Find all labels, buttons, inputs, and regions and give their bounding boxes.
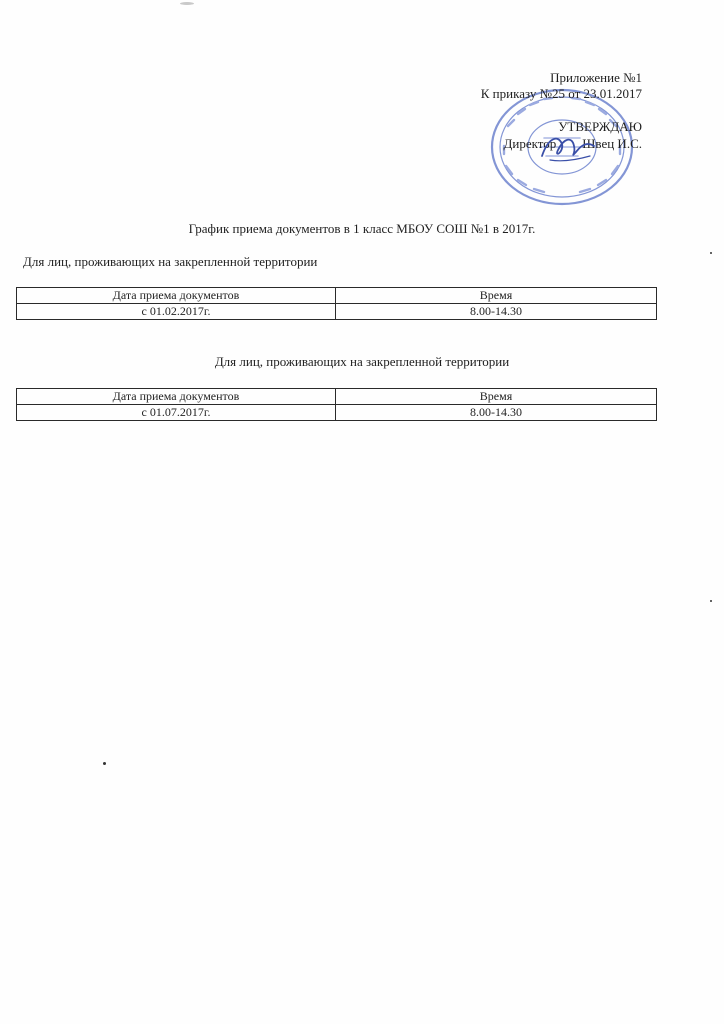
column-header-date: Дата приема документов (17, 389, 336, 405)
schedule-table-2 (16, 388, 657, 421)
document-header (481, 70, 642, 102)
cell-time: 8.00-14.30 (336, 405, 657, 421)
scan-speck (710, 252, 712, 254)
column-header-time: Время (336, 389, 657, 405)
table-header-row (17, 389, 657, 405)
cell-date: с 01.02.2017г. (17, 304, 336, 320)
table-header-row (17, 288, 657, 304)
approve-label: УТВЕРЖДАЮ (558, 119, 642, 134)
table-row (17, 405, 657, 421)
appendix-label: Приложение №1 (550, 70, 642, 85)
scan-artifact (180, 2, 194, 5)
schedule-table-1 (16, 287, 657, 320)
order-reference: К приказу №25 от 23.01.2017 (480, 86, 642, 101)
director-line: Директор Швец И.С. (503, 136, 642, 151)
section-heading-1: Для лиц, проживающих на закрепленной территории (23, 254, 318, 269)
cell-date: с 01.07.2017г. (17, 405, 336, 421)
signature-icon (536, 128, 600, 168)
column-header-date: Дата приема документов (17, 288, 336, 304)
table-row (17, 304, 657, 320)
section-heading-2: Для лиц, проживающих на закрепленной территории (214, 354, 510, 369)
scan-speck (710, 600, 712, 602)
scan-speck (103, 762, 106, 765)
document-title: График приема документов в 1 класс МБОУ СОШ №1 в 2017г. (188, 221, 536, 236)
cell-time: 8.00-14.30 (336, 304, 657, 320)
column-header-time: Время (336, 288, 657, 304)
